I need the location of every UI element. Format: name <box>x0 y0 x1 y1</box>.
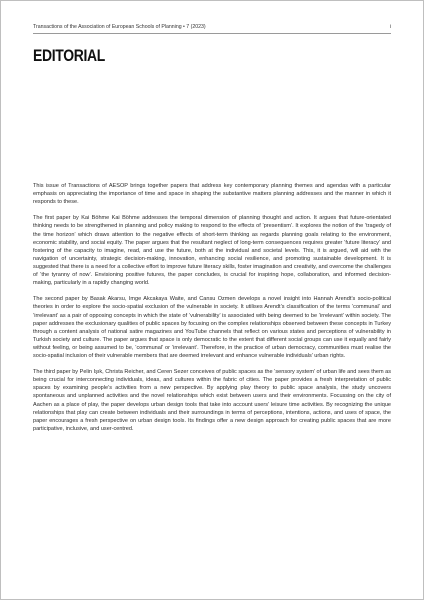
header-rule <box>33 33 391 34</box>
section-title: EDITORIAL <box>33 46 105 65</box>
paragraph-first-paper: The first paper by Kai Böhme Kai Böhme addresses the temporal dimension of planning thought and action. It argues that future-orientated thinking needs to be strengthened in planning and policy making to respond to the effects of ‘presentism’. It explores the notion of the ‘tragedy of the time horizon’ which draws attention to the negative effects of short-term thinking as regards planning goals relating to the environment, economic stability, and social equity. The paper argues that the resultant neglect of long-term consequences requires greater ‘future literacy’ and fostering of the capacity to imagine, read, and use the future, both at the individual and societal levels. This, it is argued, will aid with the navigation of uncertainty, strategic decision-making, innovation, enhancing social resilience, and promoting sustainable development. It is suggested that there is a need for a collective effort to improve future literacy skills, foster imagination and creativity, and overcome the challenges of ‘the tyranny of now’. Envisioning positive futures, the paper concludes, is crucial for inspiring hope, collaboration, and informed decision-making, particularly in a rapidly changing world. <box>33 215 391 287</box>
running-header <box>33 24 391 30</box>
paragraph-third-paper: The third paper by Pelin Işık, Christa Reicher, and Ceren Sezer conceives of public spaces as the ‘sensory system’ of urban life and sees them as being crucial for interconnecting individuals, ideas, and cultures within the fabric of cities. The paper provides a fresh interpretation of public spaces by examining people’s activities from a new perspective. By applying play theory to public space analysis, the study uncovers spontaneous and unplanned activities and the novel relationships which exist between users and their environments. Focussing on the city of Aachen as a place of play, the paper develops urban design tools that take into account users’ leisure time activities. By recognizing the unique relationships that play can create between individuals and their surroundings in terms of perceptions, intentions, actions, and uses of space, the paper encourages a fresh perspective on urban design tools. Its findings offer a new design approach for creating public spaces that are more participative, inclusive, and user-centred. <box>33 369 391 432</box>
journal-title: Transactions of the Association of European Schools of Planning • 7 (2023) <box>33 24 206 30</box>
paragraph-second-paper: The second paper by Basak Akarsu, Imge Akcakaya Waite, and Cansu Ozmen develops a novel insight into Hannah Arendt’s socio-political theories in order to explore the socio-spatial exclusion of the vulnerable in society. It utilises Arendt’s classification of the terms ‘communal’ and ‘irrelevant’ as a pair of opposing concepts in which the state of ‘vulnerability’ is associated with being deemed to be ‘irrelevant’ within society. The paper addresses the exclusionary qualities of public spaces by focusing on the complex relationships observed between these concepts in Turkey through a content analysis of national satire magazines and YouTube channels that reflect on various states and perceptions of vulnerability in Turkish society and culture. The paper argues that space is only democratic to the extent that different social groups can use it equally and fairly without feeling, or being assumed to be, ‘communal’ or ‘irrelevant’. Therefore, in the practice of urban democracy, communities must realise the socio-spatial inclusion of their vulnerable members that are deemed irrelevant and enhance vulnerable individuals’ urban rights. <box>33 296 391 359</box>
body-text <box>33 182 391 433</box>
paragraph-intro: This issue of Transactions of AESOP brings together papers that address key contemporary planning themes and agendas with a particular emphasis on appreciating the importance of time and space in shaping the substantive matters planning addresses and the manner in which it responds to these. <box>33 183 391 206</box>
page-number: i <box>389 24 391 30</box>
